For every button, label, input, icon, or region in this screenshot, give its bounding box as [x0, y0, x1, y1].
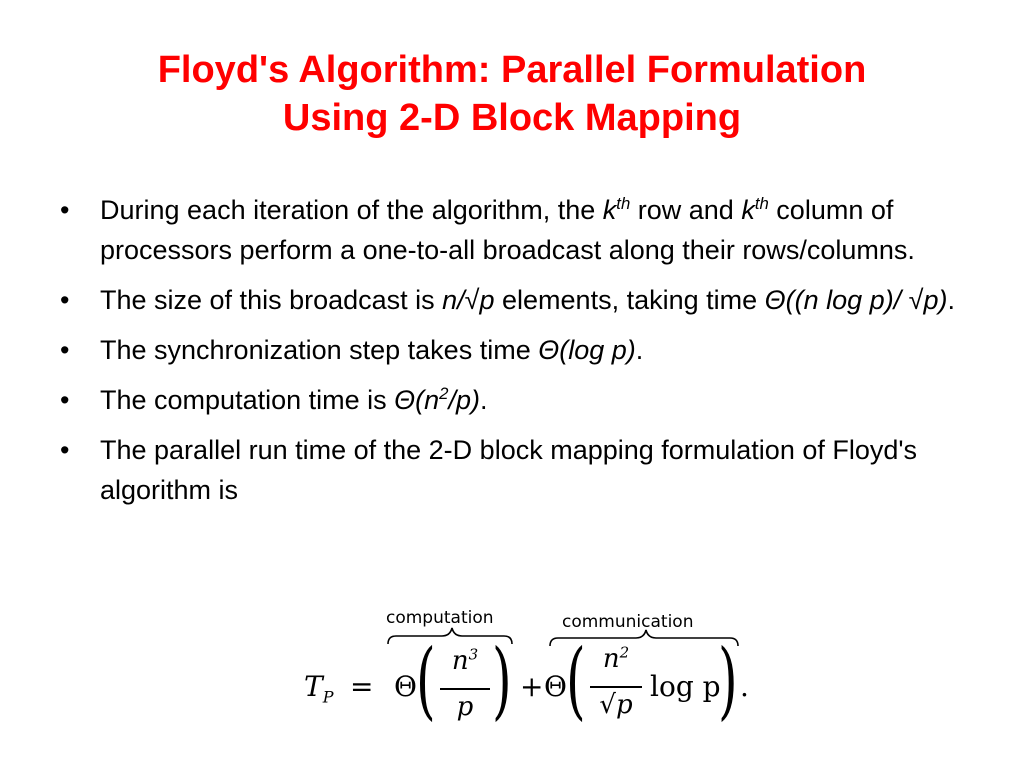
fraction-bar: [590, 686, 642, 688]
fraction-numerator: $n^2$: [602, 643, 630, 674]
bullet-item-3: [60, 330, 960, 370]
theta-symbol: Θ: [394, 670, 417, 703]
math-expression: Θ(n: [394, 385, 440, 415]
runtime-symbol: $T_P$: [304, 670, 334, 707]
bullet-item-1: [60, 190, 960, 270]
right-paren: ): [492, 631, 512, 729]
runtime-formula: [300, 606, 760, 729]
bullet-list: [60, 190, 960, 520]
bullet-text: row and: [630, 195, 742, 225]
math-superscript: th: [616, 194, 631, 213]
bullet-text: .: [635, 335, 644, 365]
fraction-denominator: p: [456, 692, 474, 722]
computation-label: computation: [386, 608, 494, 628]
bullet-item-5: [60, 430, 960, 510]
fraction-denominator: √p: [599, 690, 633, 720]
bullet-text: During each iteration of the algorithm, the: [100, 195, 603, 225]
bullet-text: The parallel run time of the 2-D block mapping formulation of Floyd's algorithm is: [100, 435, 918, 505]
math-expression: n/√p: [442, 285, 495, 315]
math-k: k: [602, 195, 617, 225]
math-expression: Θ((n log p)/ √p): [764, 285, 948, 315]
slide-title-line-1: Floyd's Algorithm: Parallel Formulation: [157, 49, 867, 91]
math-superscript: 2: [439, 384, 449, 403]
theta-symbol: Θ: [544, 670, 567, 703]
slide-title-line-2: Using 2-D Block Mapping: [282, 97, 742, 139]
math-expression: Θ(log p): [538, 335, 636, 365]
slide-title: [40, 46, 984, 142]
bullet-text: .: [947, 285, 956, 315]
log-term: log p: [650, 670, 721, 703]
communication-label: communication: [562, 612, 694, 632]
formula-period: .: [740, 670, 749, 703]
bullet-text: .: [479, 385, 488, 415]
right-paren: ): [718, 631, 738, 729]
bullet-text: column of processors perform a one-to-all broadcast along their rows/columns.: [100, 195, 915, 265]
bullet-text: elements, taking time: [494, 285, 765, 315]
bullet-text: The synchronization step takes time: [100, 335, 539, 365]
bullet-item-2: [60, 280, 960, 320]
plus-sign: +: [520, 670, 544, 703]
bullet-item-4: [60, 380, 960, 420]
fraction-numerator: $n^3$: [451, 645, 479, 676]
left-paren: (: [416, 631, 436, 729]
overbraces: [300, 606, 760, 729]
left-paren: (: [566, 631, 586, 729]
bullet-text: The size of this broadcast is: [100, 285, 443, 315]
math-superscript: th: [754, 194, 769, 213]
equals-sign: =: [350, 670, 374, 703]
bullet-text: The computation time is: [100, 385, 395, 415]
fraction-bar: [440, 688, 490, 690]
math-k: k: [741, 195, 755, 225]
math-expression: /p): [448, 385, 480, 415]
